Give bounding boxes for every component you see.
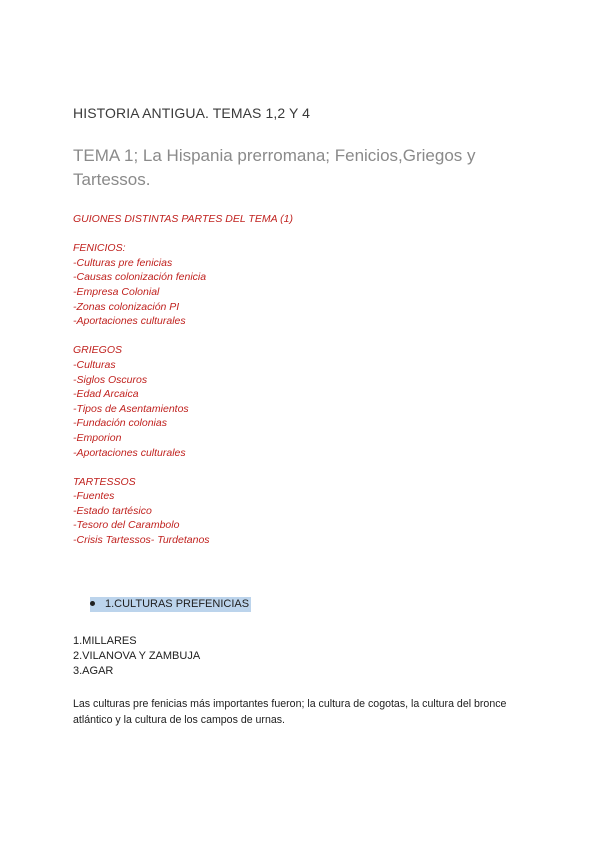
section-bullet-heading <box>90 598 251 610</box>
outline-item: -Causas colonización fenicia <box>73 271 207 284</box>
list-item: 3.AGAR <box>73 665 114 678</box>
outline-item: -Zonas colonización PI <box>73 300 180 313</box>
selection-highlight <box>90 597 251 612</box>
outline-item: -Aportaciones culturales <box>73 315 186 328</box>
list-item: 1.MILLARES <box>73 635 137 647</box>
outline-item: -Aportaciones culturales <box>73 446 186 459</box>
document-subtitle: TEMA 1; La Hispania prerromana; Fenicios,Griegos y Tartessos. <box>73 146 476 189</box>
bullet-icon <box>90 601 95 606</box>
numbered-list <box>73 634 200 680</box>
outline-item: -Fuentes <box>73 490 115 503</box>
outline-item: -Siglos Oscuros <box>73 373 148 386</box>
list-item: 2.VILANOVA Y ZAMBUJA <box>73 650 201 663</box>
outline-item: -Edad Arcaica <box>73 388 139 401</box>
body-paragraph: Las culturas pre fenicias más importantes fueron; la cultura de cogotas, la cultura del bronce atlántico y la cultura de los campos de urnas. <box>73 698 507 726</box>
outline-item: -Estado tartésico <box>73 504 152 517</box>
outline-item: -Empresa Colonial <box>73 285 160 298</box>
outline-section-title: TARTESSOS <box>73 475 136 488</box>
outline-item: -Crisis Tartessos- Turdetanos <box>73 534 210 547</box>
outline-item: -Culturas <box>73 358 116 371</box>
outline-item: -Culturas pre fenicias <box>73 256 173 269</box>
outline-item: -Tipos de Asentamientos <box>73 402 189 415</box>
outline-item: -Tesoro del Carambolo <box>73 519 180 532</box>
outline-heading: GUIONES DISTINTAS PARTES DEL TEMA (1) <box>73 213 293 225</box>
outline-section-title: GRIEGOS <box>73 344 123 357</box>
outline-item: -Emporion <box>73 431 122 444</box>
bullet-heading-text: 1.CULTURAS PREFENICIAS <box>105 598 250 610</box>
outline-section-title: FENICIOS: <box>73 242 126 255</box>
document-title: HISTORIA ANTIGUA. TEMAS 1,2 Y 4 <box>73 105 311 121</box>
outline-item: -Fundación colonias <box>73 417 167 430</box>
topic-outline <box>73 212 533 548</box>
